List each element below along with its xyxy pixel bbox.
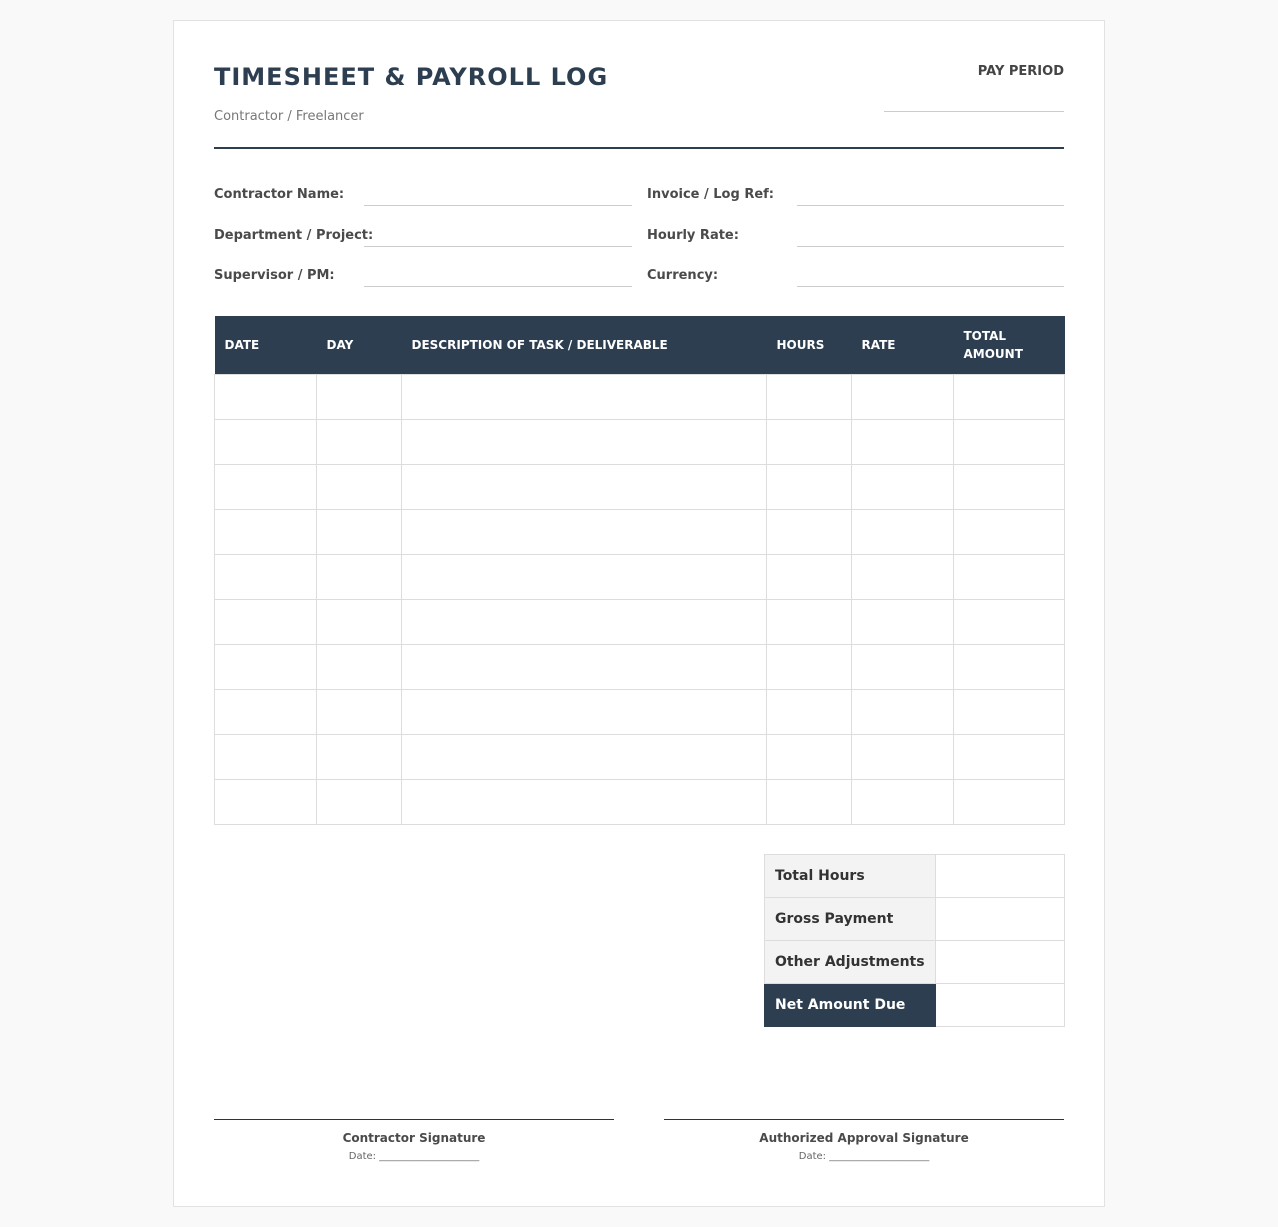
table-row: [215, 509, 1065, 554]
net-amount-due-row: [765, 984, 1065, 1027]
date-cell[interactable]: [215, 689, 317, 734]
rate-cell[interactable]: [852, 599, 954, 644]
table-row: [215, 464, 1065, 509]
rate-cell[interactable]: [852, 734, 954, 779]
date-cell[interactable]: [215, 464, 317, 509]
column-header-description: DESCRIPTION OF TASK / DELIVERABLE: [402, 316, 767, 374]
column-header-rate: RATE: [852, 316, 954, 374]
table-row: [215, 419, 1065, 464]
column-header-hours: HOURS: [767, 316, 852, 374]
invoice-ref-line[interactable]: [797, 205, 1064, 206]
payment-summary-table: [764, 854, 1065, 1027]
other-adjustments-row: [765, 941, 1065, 984]
total-amount-cell[interactable]: [954, 734, 1065, 779]
pay-period-field[interactable]: [884, 111, 1064, 112]
gross-payment-value[interactable]: [936, 898, 1065, 941]
table-header-row: [215, 316, 1065, 374]
document-subtitle: Contractor / Freelancer: [214, 109, 364, 124]
hours-cell[interactable]: [767, 689, 852, 734]
day-cell[interactable]: [317, 599, 402, 644]
pay-period-label: PAY PERIOD: [977, 64, 1064, 79]
day-cell[interactable]: [317, 689, 402, 734]
description-cell[interactable]: [402, 374, 767, 419]
contractor-name-label: Contractor Name:: [214, 187, 345, 202]
total-amount-cell[interactable]: [954, 689, 1065, 734]
total-amount-cell[interactable]: [954, 554, 1065, 599]
hours-cell[interactable]: [767, 734, 852, 779]
table-row: [215, 689, 1065, 734]
total-amount-cell[interactable]: [954, 779, 1065, 824]
hours-cell[interactable]: [767, 374, 852, 419]
day-cell[interactable]: [317, 554, 402, 599]
total-hours-row: [765, 855, 1065, 898]
rate-cell[interactable]: [852, 779, 954, 824]
gross-payment-label: Gross Payment: [765, 898, 936, 941]
total-amount-cell[interactable]: [954, 644, 1065, 689]
currency-label: Currency:: [647, 268, 719, 283]
hourly-rate-field[interactable]: [647, 228, 1064, 250]
table-row: [215, 734, 1065, 779]
rate-cell[interactable]: [852, 419, 954, 464]
day-cell[interactable]: [317, 779, 402, 824]
invoice-ref-field[interactable]: [647, 187, 1064, 209]
description-cell[interactable]: [402, 419, 767, 464]
day-cell[interactable]: [317, 419, 402, 464]
table-row: [215, 779, 1065, 824]
other-adjustments-label: Other Adjustments: [765, 941, 936, 984]
document-header: [214, 61, 1064, 149]
description-cell[interactable]: [402, 734, 767, 779]
description-cell[interactable]: [402, 779, 767, 824]
supervisor-pm-line[interactable]: [364, 286, 632, 287]
day-cell[interactable]: [317, 464, 402, 509]
hours-cell[interactable]: [767, 554, 852, 599]
contractor-signature-block: [214, 1119, 614, 1162]
total-amount-cell[interactable]: [954, 419, 1065, 464]
column-header-date: DATE: [215, 316, 317, 374]
date-cell[interactable]: [215, 734, 317, 779]
contractor-name-field[interactable]: [214, 187, 632, 209]
hourly-rate-line[interactable]: [797, 246, 1064, 247]
rate-cell[interactable]: [852, 644, 954, 689]
total-hours-value[interactable]: [936, 855, 1065, 898]
approval-signature-label: Authorized Approval Signature: [759, 1131, 969, 1145]
rate-cell[interactable]: [852, 509, 954, 554]
table-row: [215, 599, 1065, 644]
approval-signature-line[interactable]: [664, 1119, 1064, 1120]
date-cell[interactable]: [215, 554, 317, 599]
net-amount-due-value[interactable]: [936, 984, 1065, 1027]
hours-cell[interactable]: [767, 644, 852, 689]
other-adjustments-value[interactable]: [936, 941, 1065, 984]
rate-cell[interactable]: [852, 374, 954, 419]
document-title: TIMESHEET & PAYROLL LOG: [214, 63, 609, 91]
contractor-name-line[interactable]: [364, 205, 632, 206]
date-cell[interactable]: [215, 509, 317, 554]
day-cell[interactable]: [317, 734, 402, 779]
date-cell[interactable]: [215, 599, 317, 644]
description-cell[interactable]: [402, 689, 767, 734]
description-cell[interactable]: [402, 464, 767, 509]
day-cell[interactable]: [317, 374, 402, 419]
supervisor-pm-label: Supervisor / PM:: [214, 268, 335, 283]
department-project-field[interactable]: [214, 228, 632, 250]
currency-line[interactable]: [797, 286, 1064, 287]
hours-cell[interactable]: [767, 779, 852, 824]
net-amount-due-label: Net Amount Due: [765, 984, 936, 1027]
description-cell[interactable]: [402, 554, 767, 599]
rate-cell[interactable]: [852, 689, 954, 734]
invoice-ref-label: Invoice / Log Ref:: [647, 187, 775, 202]
hours-cell[interactable]: [767, 599, 852, 644]
approval-signature-block: [664, 1119, 1064, 1162]
date-cell[interactable]: [215, 644, 317, 689]
hours-cell[interactable]: [767, 509, 852, 554]
date-cell[interactable]: [215, 374, 317, 419]
hourly-rate-label: Hourly Rate:: [647, 228, 739, 243]
supervisor-pm-field[interactable]: [214, 268, 632, 290]
currency-field[interactable]: [647, 268, 1064, 290]
total-hours-label: Total Hours: [765, 855, 936, 898]
contractor-signature-line[interactable]: [214, 1119, 614, 1120]
total-amount-cell[interactable]: [954, 374, 1065, 419]
date-cell[interactable]: [215, 419, 317, 464]
department-project-label: Department / Project:: [214, 228, 374, 243]
hours-cell[interactable]: [767, 419, 852, 464]
table-row: [215, 554, 1065, 599]
rate-cell[interactable]: [852, 554, 954, 599]
column-header-total-amount: TOTAL AMOUNT: [954, 316, 1065, 374]
rate-cell[interactable]: [852, 464, 954, 509]
day-cell[interactable]: [317, 644, 402, 689]
total-amount-cell[interactable]: [954, 599, 1065, 644]
approval-signature-date[interactable]: Date: ____________________: [798, 1151, 930, 1162]
gross-payment-row: [765, 898, 1065, 941]
description-cell[interactable]: [402, 599, 767, 644]
table-row: [215, 644, 1065, 689]
total-amount-cell[interactable]: [954, 464, 1065, 509]
date-cell[interactable]: [215, 779, 317, 824]
hours-cell[interactable]: [767, 464, 852, 509]
contractor-signature-label: Contractor Signature: [342, 1131, 486, 1145]
timesheet-table: [214, 316, 1065, 825]
table-row: [215, 374, 1065, 419]
day-cell[interactable]: [317, 509, 402, 554]
total-amount-cell[interactable]: [954, 509, 1065, 554]
contractor-signature-date[interactable]: Date: ____________________: [348, 1151, 480, 1162]
department-project-line[interactable]: [364, 246, 632, 247]
timesheet-page: [173, 20, 1105, 1207]
description-cell[interactable]: [402, 644, 767, 689]
description-cell[interactable]: [402, 509, 767, 554]
column-header-day: DAY: [317, 316, 402, 374]
